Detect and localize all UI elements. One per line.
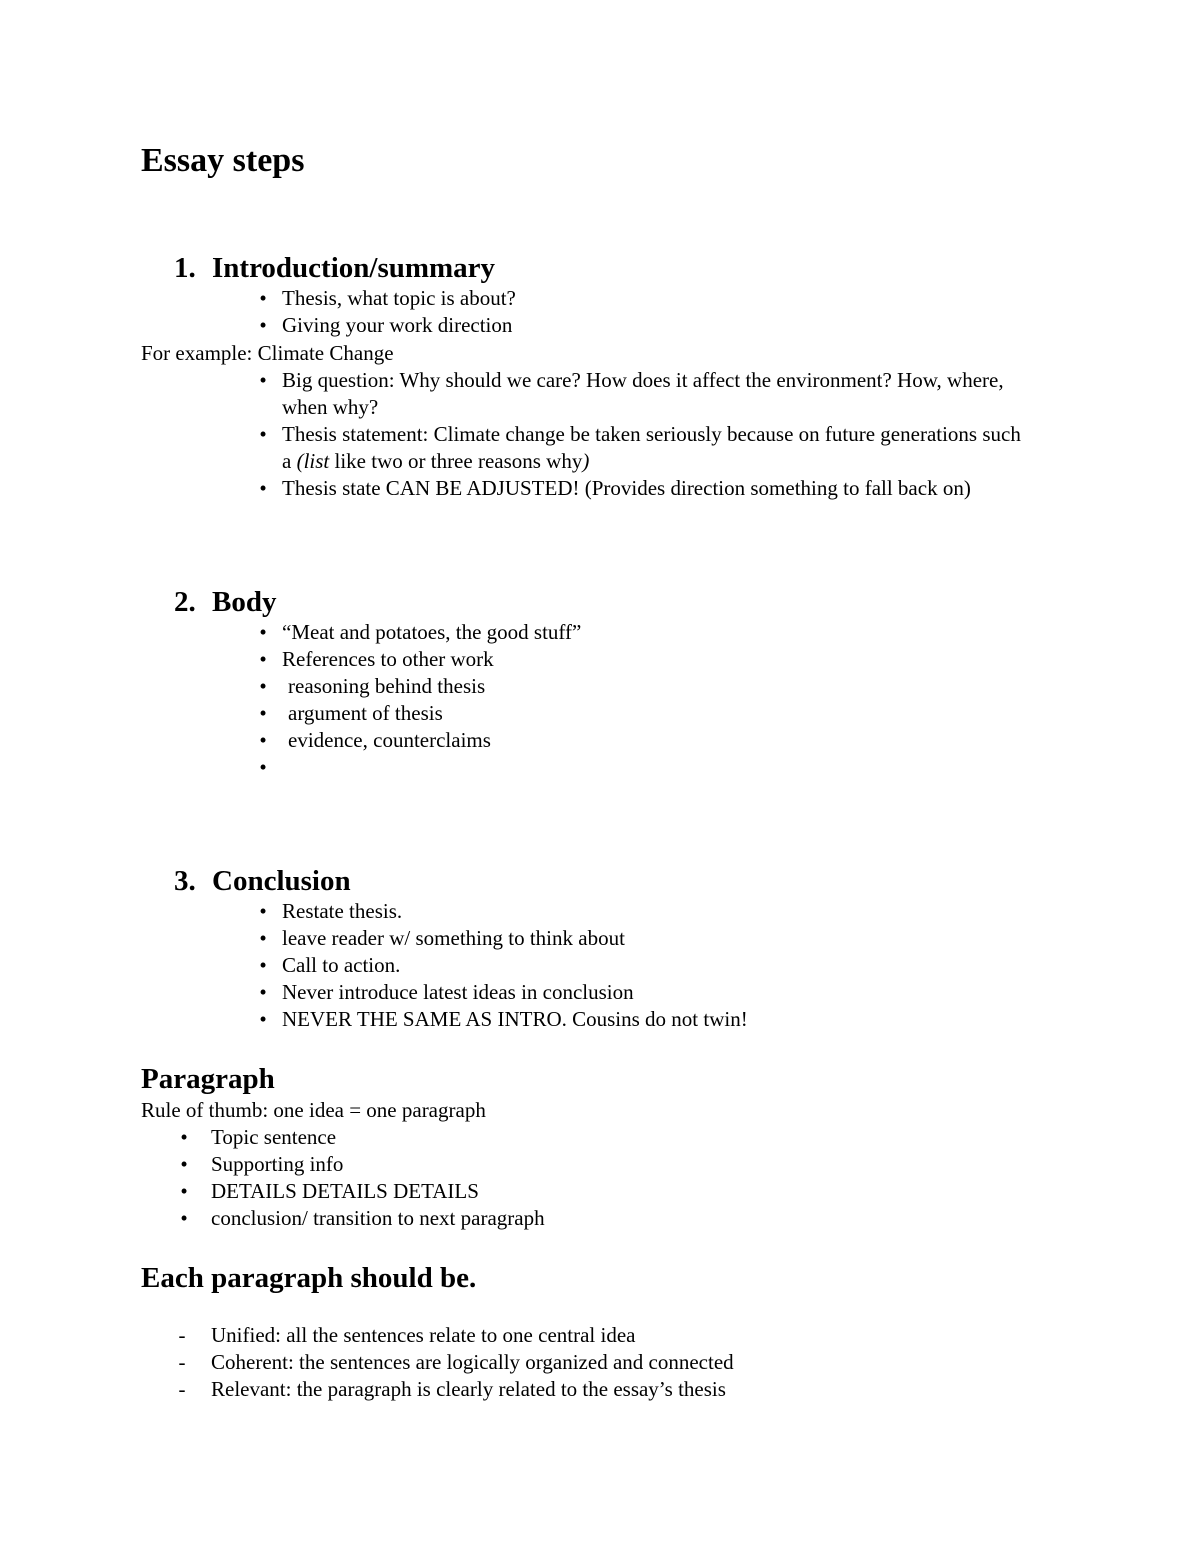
intro-bullet-list: [259, 285, 1042, 339]
list-item: - Coherent: the sentences are logically organized and connected: [211, 1349, 911, 1376]
section-heading-body: [174, 584, 276, 620]
each-paragraph-heading: Each paragraph should be.: [141, 1262, 477, 1294]
section-heading-conclusion: [174, 863, 351, 899]
list-item: [259, 754, 1042, 781]
bullet-icon: •: [180, 1125, 188, 1149]
conclusion-bullet-list: [259, 898, 1042, 1033]
qualities-dash-list: [178, 1322, 911, 1403]
list-item: • DETAILS DETAILS DETAILS: [211, 1178, 911, 1205]
bullet-icon: •: [259, 476, 267, 500]
document-title: Essay steps: [141, 142, 305, 179]
bullet-icon: •: [259, 899, 267, 923]
list-item: • Thesis, what topic is about?: [282, 285, 1042, 312]
list-item: • Thesis state CAN BE ADJUSTED! (Provides direction something to fall back on): [282, 475, 1027, 502]
list-item: - Unified: all the sentences relate to one central idea: [211, 1322, 911, 1349]
bullet-icon: •: [259, 980, 267, 1004]
bullet-icon: •: [259, 728, 267, 752]
section-number: 3.: [174, 865, 196, 897]
bullet-icon: •: [180, 1206, 188, 1230]
list-item: • Restate thesis.: [282, 898, 1042, 925]
list-item: • Topic sentence: [211, 1124, 911, 1151]
list-item: • leave reader w/ something to think about: [282, 925, 1042, 952]
bullet-icon: •: [259, 1007, 267, 1031]
example-label: For example: Climate Change: [141, 341, 394, 365]
rule-of-thumb: Rule of thumb: one idea = one paragraph: [141, 1098, 486, 1122]
bullet-icon: •: [259, 953, 267, 977]
list-item: • Never introduce latest ideas in conclusion: [282, 979, 1042, 1006]
list-item: • argument of thesis: [282, 700, 1042, 727]
section-title: Introduction/summary: [212, 252, 496, 284]
list-item: • Supporting info: [211, 1151, 911, 1178]
section-title: Body: [212, 586, 277, 618]
paragraph-heading: Paragraph: [141, 1063, 275, 1095]
section-number: 1.: [174, 252, 196, 284]
list-item: • Big question: Why should we care? How does it affect the environment? How, where, when why?: [282, 367, 1027, 421]
bullet-icon: •: [259, 313, 267, 337]
section-heading-introduction: [174, 250, 495, 286]
list-item: • Call to action.: [282, 952, 1042, 979]
bullet-icon: •: [259, 926, 267, 950]
bullet-icon: •: [180, 1152, 188, 1176]
dash-marker: -: [178, 1377, 186, 1401]
bullet-icon: •: [180, 1179, 188, 1203]
bullet-icon: •: [259, 368, 267, 392]
list-item: • “Meat and potatoes, the good stuff”: [282, 619, 1042, 646]
bullet-icon: •: [259, 620, 267, 644]
bullet-icon: •: [259, 647, 267, 671]
bullet-icon: •: [259, 422, 267, 446]
bullet-icon: •: [259, 674, 267, 698]
body-bullet-list: [259, 619, 1042, 781]
list-item: • evidence, counterclaims: [282, 727, 1042, 754]
list-item: • conclusion/ transition to next paragraph: [211, 1205, 911, 1232]
list-item: • reasoning behind thesis: [282, 673, 1042, 700]
dash-marker: -: [178, 1350, 186, 1374]
example-bullet-list: [259, 367, 1027, 502]
section-number: 2.: [174, 586, 196, 618]
bullet-icon: •: [259, 755, 267, 779]
section-title: Conclusion: [212, 865, 351, 897]
bullet-icon: •: [259, 701, 267, 725]
bullet-icon: •: [259, 286, 267, 310]
list-item: • Giving your work direction: [282, 312, 1042, 339]
list-item: • References to other work: [282, 646, 1042, 673]
list-item: - Relevant: the paragraph is clearly related to the essay’s thesis: [211, 1376, 911, 1403]
list-item: • NEVER THE SAME AS INTRO. Cousins do not twin!: [282, 1006, 1042, 1033]
list-item: • Thesis statement: Climate change be taken seriously because on future generations such a (list like two or three reasons why): [282, 421, 1027, 475]
paragraph-bullet-list: [180, 1124, 911, 1232]
dash-marker: -: [178, 1323, 186, 1347]
